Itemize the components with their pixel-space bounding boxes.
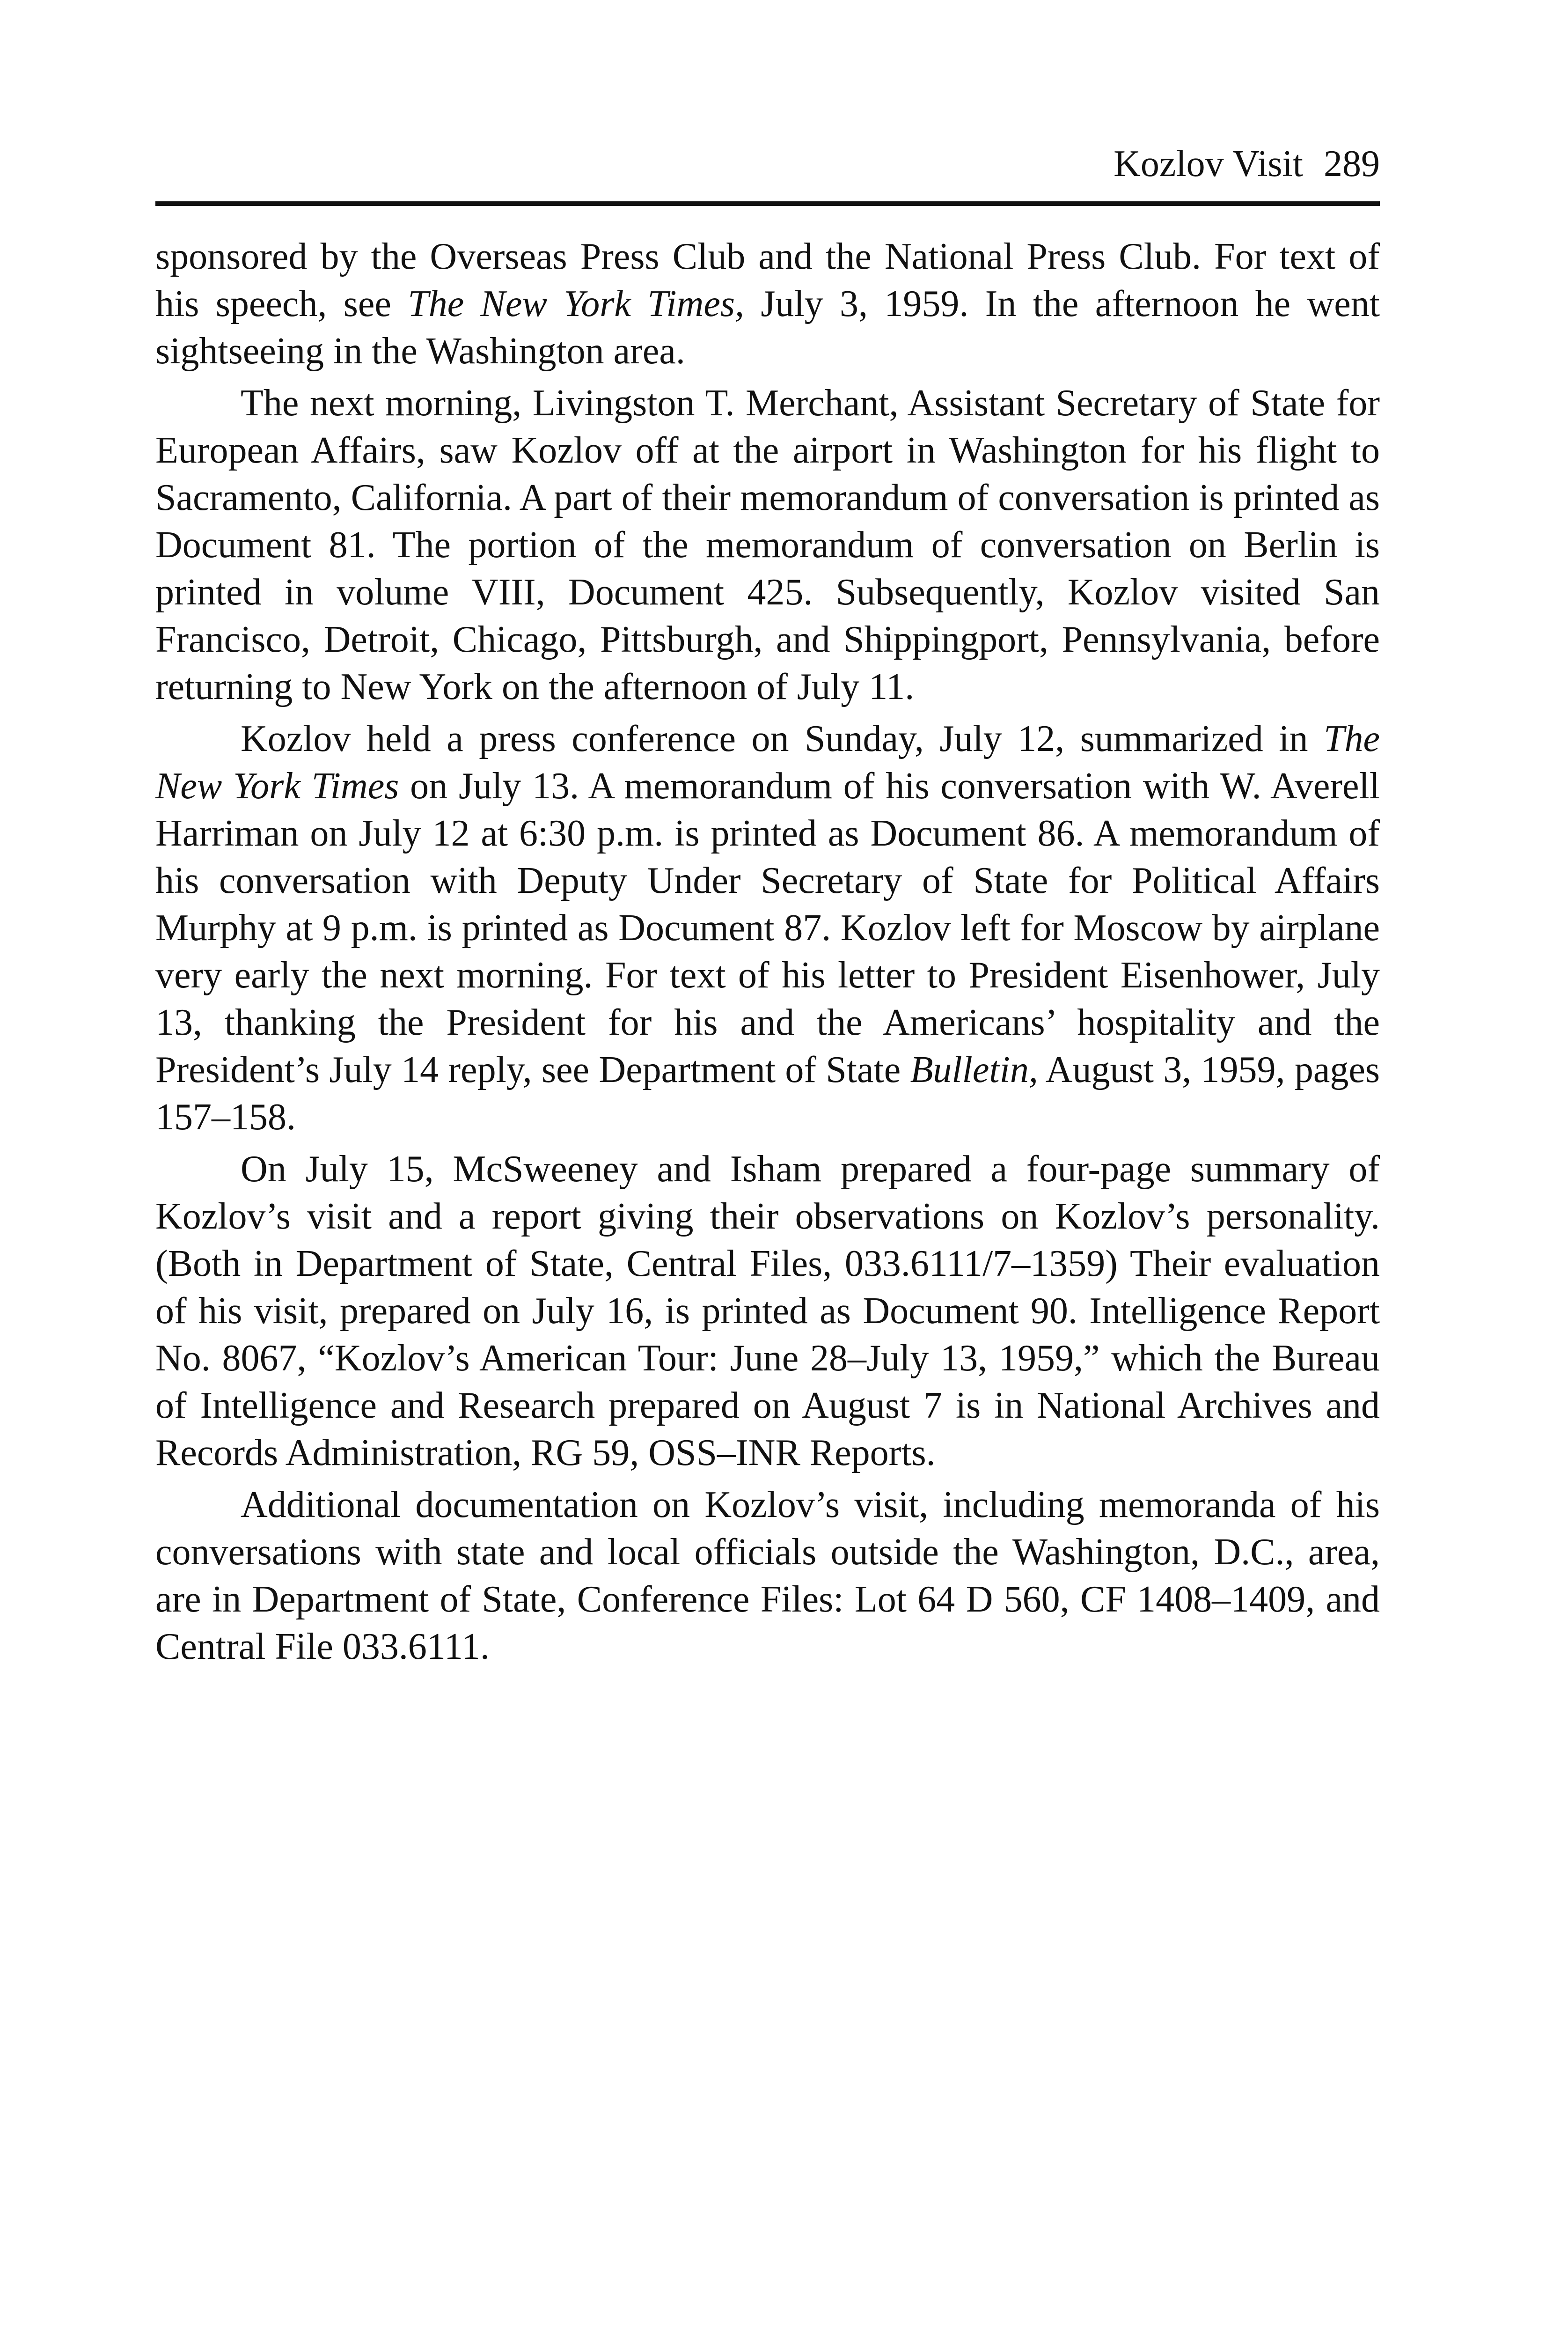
- header-rule: [155, 201, 1380, 206]
- publication-title: The New York Times,: [408, 283, 744, 324]
- body-text: [155, 233, 1380, 1675]
- text-run: The next morning, Livingston T. Merchant, Assistant Secretary of State for European Affairs, saw Kozlov off at the airport in Washington for his flight to Sacramento, California. A part of their memorandum of conversation is printed as Document 81. The portion of the memorandum of conversation on Berlin is printed in volume VIII, Document 425. Subsequently, Kozlov visited San Francisco, Detroit, Chicago, Pittsburgh, and Shippingport, Pennsylvania, before returning to New York on the afternoon of July 11.: [155, 383, 1380, 707]
- text-run: On July 15, McSweeney and Isham prepared a four-page summary of Kozlov’s visit and a report giving their observations on Kozlov’s personality. (Both in Department of State, Central Files, 033.6111/7–1359) Their evaluation of his visit, prepared on July 16, is printed as Document 90. Intelligence Report No. 8067, “Kozlov’s American Tour: June 28–July 13, 1959,” which the Bureau of Intelligence and Research prepared on August 7 is in National Archives and Records Administration, RG 59, OSS–INR Reports.: [155, 1148, 1380, 1473]
- publication-title: Bulletin,: [910, 1049, 1038, 1090]
- paragraph: [155, 1146, 1380, 1477]
- text-run: on July 13. A memorandum of his conversation with W. Averell Harriman on July 12 at 6:30 p.m. is printed as Document 86. A memorandum of his conversation with Deputy Under Secretary of State for Political Affairs Murphy at 9 p.m. is printed as Document 87. Kozlov left for Moscow by airplane very early the next morning. For text of his letter to President Eisenhower, July 13, thanking the President for his and the Americans’ hospitality and the President’s July 14 reply, see Department of State: [155, 766, 1380, 1090]
- paragraph: [155, 715, 1380, 1141]
- text-run: Additional documentation on Kozlov’s visit, including memoranda of his conversations with state and local officials outside the Washington, D.C., area, are in Department of State, Conference Files: Lot 64 D 560, CF 1408–1409, and Central File 033.6111.: [155, 1484, 1380, 1667]
- text-run: July 3, 1959. In the afternoon he went sightseeing in the Washington area.: [155, 283, 1380, 372]
- publication-title: The New York Times: [155, 718, 1380, 807]
- text-run: Kozlov held a press conference on Sunday, July 12, summarized in: [241, 718, 1324, 759]
- paragraph: [155, 1481, 1380, 1671]
- running-head: [155, 140, 1380, 187]
- paragraph: [155, 233, 1380, 375]
- page-number: 289: [1324, 143, 1380, 184]
- text-run: August 3, 1959, pages 157–158.: [155, 1049, 1380, 1138]
- paragraph: [155, 380, 1380, 711]
- running-title: Kozlov Visit: [1114, 143, 1303, 184]
- text-run: sponsored by the Overseas Press Club and the National Press Club. For text of his speech, see: [155, 236, 1380, 324]
